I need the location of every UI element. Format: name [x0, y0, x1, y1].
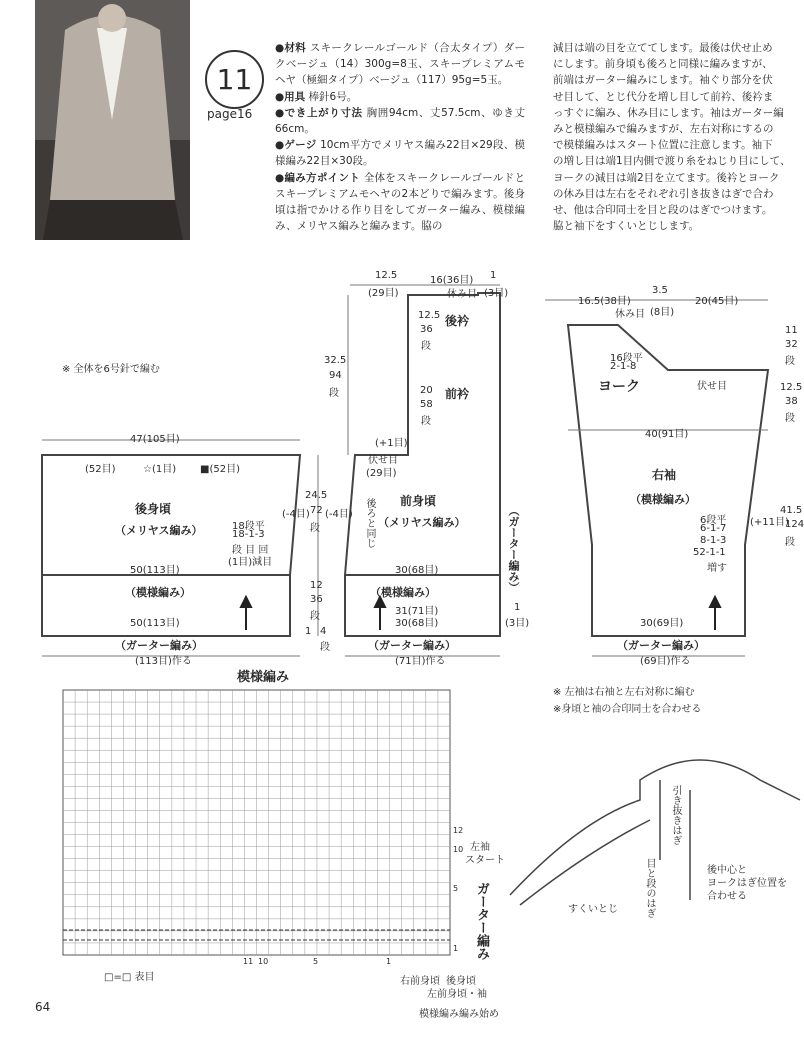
sleeve-r8: 124 [785, 519, 804, 530]
chart-title: 模様編み [237, 670, 290, 685]
instruction-line: 脇と袖下をすくいとじします。 [553, 220, 700, 233]
sleeve-garter: （ガーター編み） [617, 639, 705, 652]
front-minus: (-4目) [325, 509, 353, 520]
back-h1: 24.5 [305, 490, 328, 501]
chart-legend: □=□ 表目 [104, 972, 155, 983]
fc-h3: 段 [421, 416, 431, 427]
sleeve-r9: 段 [785, 537, 795, 548]
tools-line: ●用具 棒針6号。 [275, 90, 358, 103]
pattern-number: 11 [205, 50, 264, 109]
sleeve-w3: 20(45目) [695, 296, 739, 307]
sleeve-w1: 16.5(38目) [578, 296, 631, 307]
sleeve-r7: 41.5 [780, 505, 803, 516]
front-edge-w2: (3目) [484, 288, 509, 299]
instruction-line: せ目して、とじ代分を増し目して前衿、後衿ま [553, 90, 774, 103]
row-label-12: 12 [453, 826, 464, 835]
back-mid: 50(113目) [130, 565, 180, 576]
center-label: 後中心と [707, 865, 747, 876]
back-bottom: 50(113目) [130, 618, 180, 629]
back-h1c: 段 [310, 523, 320, 534]
back-minus: (-4目) [282, 509, 310, 520]
sleeve-dec1: 16段平 [610, 353, 643, 364]
fc-h: 20 [420, 385, 433, 396]
front-collar-w: 16(36目) [430, 275, 474, 286]
front-rest: 休み目 [447, 289, 477, 300]
instruction-line: の増し目は端1目内側で渡り糸をねじり目にして、 [553, 155, 791, 168]
back-h1b: 72 [310, 505, 323, 516]
front-b3: 1 [514, 602, 521, 613]
front-b4: (3目) [505, 618, 530, 629]
start-label-1: 左袖 [470, 842, 490, 853]
sleeve-r5: 38 [785, 396, 798, 407]
instruction-line: ヨークの減目は端2目を立てます。後衿とヨーク [553, 171, 780, 184]
row-label-5: 5 [453, 884, 459, 893]
garter-chart-label: ガーター編み [474, 882, 489, 960]
gauge-line: ●ゲージ 10cm平方でメリヤス編み22目×29段、模様編み22目×30段。 [275, 139, 525, 168]
instruction-line: にします。前身頃も後ろと同様に編みますが、 [553, 58, 773, 71]
front-height: 32.5 [324, 355, 347, 366]
sleeve-r1: 11 [785, 325, 798, 336]
front-stitch: （メリヤス編み） [378, 516, 466, 529]
instruction-line: で模様編みはスタート位置に注意します。袖下 [553, 139, 773, 152]
front-height3: 段 [329, 388, 339, 399]
page-number: 64 [35, 1000, 51, 1014]
instruction-line: っすぐに編み、休み目にします。袖はガーター編 [553, 106, 784, 119]
front-pattern: （模様編み） [370, 586, 436, 599]
sleeve-r2: 32 [785, 339, 798, 350]
back-top-left: (52目) [85, 464, 116, 475]
sleeve-r4: 12.5 [780, 382, 803, 393]
front-bind: 伏せ目 [368, 455, 398, 466]
front-b2: 30(68目) [395, 618, 439, 629]
sleeve-inc5: 増す [707, 563, 727, 574]
sleeve-inc2: 6-1-7 [700, 523, 727, 534]
back-h3c: 段 [320, 642, 330, 653]
front-top-w: 12.5 [375, 270, 398, 281]
sleeve-dec2: 2-1-8 [610, 361, 637, 372]
front-collar: 前衿 [445, 387, 470, 401]
back-h3b: 4 [320, 626, 327, 637]
back-garter: （ガーター編み） [115, 639, 203, 652]
front-b1: 31(71目) [395, 606, 439, 617]
back-width: 47(105目) [130, 434, 180, 445]
bc-h2: 36 [420, 324, 433, 335]
instruction-line: の休み目は左右をそれぞれ引き抜きはぎで合わ [553, 187, 774, 200]
front-top-w2: (29目) [368, 288, 399, 299]
label-back: 後身頃 [446, 976, 476, 987]
sleeve-inc3: 8-1-3 [700, 535, 727, 546]
col-label-11: 11 [243, 957, 254, 966]
note-2: ※身頃と袖の合印同士を合わせる [553, 704, 702, 715]
col-label-5: 5 [313, 957, 319, 966]
back-star: ☆(1目) [143, 464, 177, 475]
sleeve-plus: (+11目) [750, 517, 789, 528]
sleeve-stitch: （模様編み） [630, 493, 696, 506]
yoke-label: ヨーク [598, 379, 640, 395]
sleeve-cast: (69目)作る [640, 656, 691, 667]
sleeve-r3: 段 [785, 356, 795, 367]
fc-h2: 58 [420, 399, 433, 410]
back-dec3: 段 目 回 [232, 545, 269, 556]
size-line: ●でき上がり寸法 胸囲94cm、丈57.5cm、ゆき丈66cm。 [275, 106, 525, 136]
front-garter: （ガーター編み） [368, 639, 456, 652]
sleeve-name: 右袖 [652, 468, 677, 482]
front-inc: (+1目) [375, 438, 408, 449]
back-cast: (113目)作る [135, 656, 192, 667]
col-label-10: 10 [258, 957, 269, 966]
sleeve-mid: 40(91目) [645, 429, 689, 440]
sukui-label: すくいとじ [568, 904, 618, 915]
sleeve-inc4: 52-1-1 [693, 547, 726, 558]
back-h3: 1 [305, 626, 312, 637]
label-right-front: 右前身頃 [400, 976, 440, 987]
bc-h: 12.5 [418, 310, 441, 321]
back-top-right: ■(52目) [200, 464, 240, 475]
back-collar: 後衿 [445, 314, 470, 328]
materials-line: ●材料 スキークレールゴールド（合太タイプ）ダークベージュ（14）300g=8玉、スキープレミアムモヘヤ（極細タイプ）ベージュ（117）95g=5玉。 [275, 42, 525, 87]
col-label-1: 1 [386, 957, 392, 966]
instruction-line: みと模様編みで編みますが、左右対称にするの [553, 123, 774, 136]
front-cast: (71目)作る [395, 656, 446, 667]
front-mid: 30(68目) [395, 565, 439, 576]
instruction-line: せ、他は合印同士を目と段のはぎでつけます。 [553, 204, 773, 217]
bc-h3: 段 [421, 341, 431, 352]
sleeve-rest-n: (8目) [650, 307, 675, 318]
sleeve-r6: 段 [785, 413, 795, 424]
row-label-10: 10 [453, 845, 464, 854]
sleeve-bind: 伏せ目 [697, 381, 727, 392]
back-h2: 12 [310, 580, 323, 591]
me-dan-label: 目と段のはぎ [644, 858, 655, 918]
front-bind-n: (29目) [366, 468, 397, 479]
sleeve-bottom: 30(69目) [640, 618, 684, 629]
sleeve-inc1: 6段平 [700, 515, 727, 526]
sleeve-rest: 休み目 [615, 309, 645, 320]
back-dec1: 18段平 [232, 521, 265, 532]
front-garter-v: （ガーター編み） [507, 505, 520, 593]
yoke-pos-label: ヨークはぎ位置を [707, 878, 787, 889]
align-label: 合わせる [707, 891, 747, 902]
instruction-line: 減目は端の目を立ててします。最後は伏せ止め [553, 42, 773, 54]
start-label-2: スタート [465, 855, 505, 866]
front-edge-w: 1 [490, 270, 497, 281]
pattern-chart-grid [63, 690, 450, 955]
back-dec4: (1目)減目 [228, 557, 273, 568]
back-h2b: 36 [310, 594, 323, 605]
sleeve-w2: 3.5 [652, 285, 668, 296]
label-left-front: 左前身頃・袖 [427, 989, 487, 1000]
points-line: ●編み方ポイント 全体をスキークレールゴールドとスキープレミアムモヘヤの2本どりで編みます。後身頃は指でかける作り目をしてガーター編み、模様編み、メリヤス編みと編みます。脇の [275, 171, 525, 233]
back-h2c: 段 [310, 611, 320, 622]
row-label-1: 1 [453, 944, 459, 953]
instruction-line: 前端はガーター編みにします。袖ぐり部分を伏 [553, 74, 773, 87]
front-body-name: 前身頃 [400, 494, 437, 508]
label-start: 模様編み編み始め [419, 1009, 499, 1020]
front-height2: 94 [329, 370, 342, 381]
page-reference: page16 [207, 107, 253, 121]
back-dec2: 18-1-3 [232, 529, 265, 540]
note-1: ※ 左袖は右袖と左右対称に編む [553, 687, 695, 698]
back-stitch: （メリヤス編み） [115, 524, 203, 537]
needle-note: ※ 全体を6号針で編む [62, 364, 160, 375]
back-body-name: 後身頃 [135, 502, 172, 516]
hikinuki-label: 引き抜きはぎ [670, 785, 681, 845]
back-pattern: （模様編み） [125, 586, 191, 599]
front-same: 後ろと同じ [364, 498, 375, 548]
